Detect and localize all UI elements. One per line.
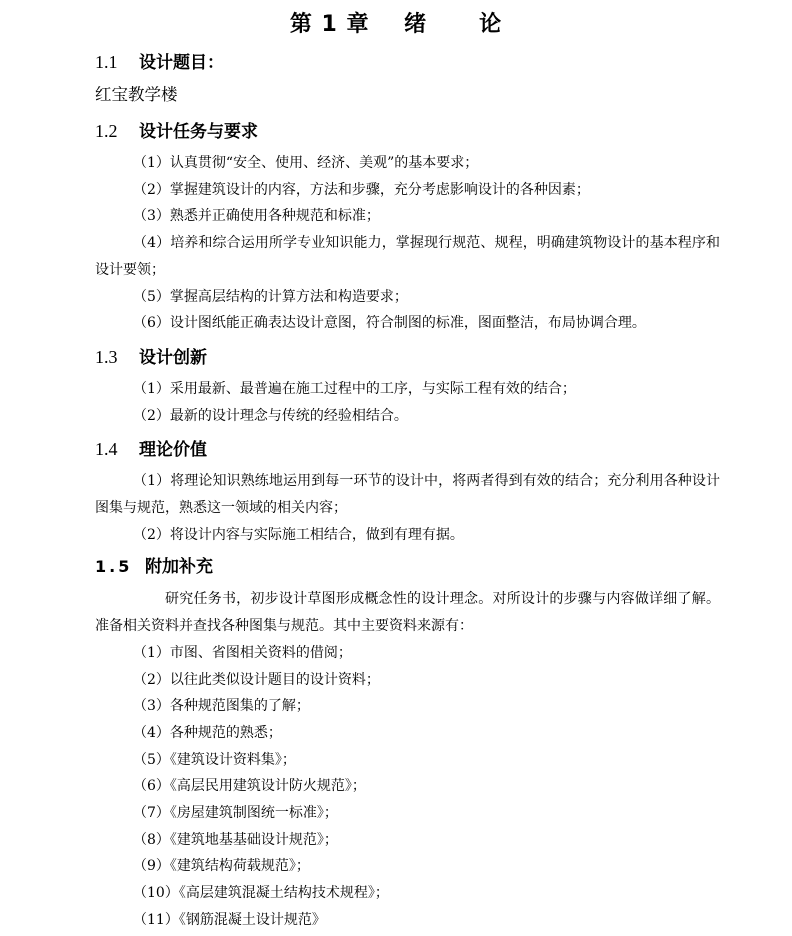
document-body [95,46,720,934]
section-heading-1-4 [95,433,720,465]
section-title: 理论价值 [139,440,207,461]
list-item: （4）各种规范的熟悉； [133,724,282,741]
list-item: （8）《建筑地基基础设计规范》； [133,831,338,848]
list-item: （3）各种规范图集的了解； [133,698,310,715]
section-heading-1-3 [95,341,720,373]
list-item: （6）设计图纸能正确表达设计意图，符合制图的标准，图面整洁，布局协调合理。 [133,315,646,332]
supplement-section [95,583,720,933]
section-title: 附加补充 [145,557,213,578]
section-heading-1-5 [95,551,720,583]
list-item: （11）《钢筋混凝土设计规范》 [133,911,326,928]
section-number: 1.1 [95,52,118,72]
list-item: （2）以往此类似设计题目的设计资料； [133,671,380,688]
section-title: 设计题目： [139,53,224,73]
list-item: （1）将理论知识熟练地运用到每一环节的设计中，将两者得到有效的结合；充分利用各种设计图集与规范，熟悉这一领域的相关内容； [95,473,720,517]
list-item: （5）《建筑设计资料集》； [133,751,296,768]
section-number: 1.3 [95,346,118,367]
list-item: （1）市图、省图相关资料的借阅； [133,644,352,661]
section-title: 设计任务与要求 [139,122,258,142]
list-item: （2）掌握建筑设计的内容，方法和步骤，充分考虑影响设计的各种因素； [133,181,590,198]
list-item: （3）熟悉并正确使用各种规范和标准； [133,208,380,225]
list-item: （2）最新的设计理念与传统的经验相结合。 [133,407,408,424]
list-item: （1）采用最新、最普遍在施工过程中的工序，与实际工程有效的结合； [133,380,576,397]
section-heading-1-2 [95,115,720,147]
list-item: （1）认真贯彻“安全、使用、经济、美观”的基本要求； [133,155,479,171]
section-title: 设计创新 [139,347,207,368]
list-item: （2）将设计内容与实际施工相结合，做到有理有据。 [133,526,464,543]
list-item: （7）《房屋建筑制图统一标准》； [133,805,338,822]
section-number: 1.2 [95,121,118,141]
list-item: （6）《高层民用建筑设计防火规范》； [133,778,366,795]
supplement-paragraph: 研究任务书，初步设计草图形成概念性的设计理念。对所设计的步骤与内容做详细了解。准备相关资料并查找各种图集与规范。其中主要资料来源有： [95,591,720,635]
theory-value-list [95,465,720,548]
list-item: （10）《高层建筑混凝土结构技术规程》； [133,885,389,902]
section-number: 1.4 [95,439,118,460]
section-number: 1.5 [95,557,133,577]
innovation-list [95,373,720,429]
list-item: （9）《建筑结构荷载规范》； [133,858,310,875]
chapter-title: 第 1 章 绪 论 [289,12,503,37]
design-topic-text: 红宝教学楼 [95,85,178,104]
list-item: （4）培养和综合运用所学专业知识能力，掌握现行规范、规程，明确建筑物设计的基本程序和设计要领； [95,235,720,278]
requirements-list [95,147,720,337]
list-item: （5）掌握高层结构的计算方法和构造要求； [133,288,408,305]
section-heading-1-1 [95,46,720,78]
